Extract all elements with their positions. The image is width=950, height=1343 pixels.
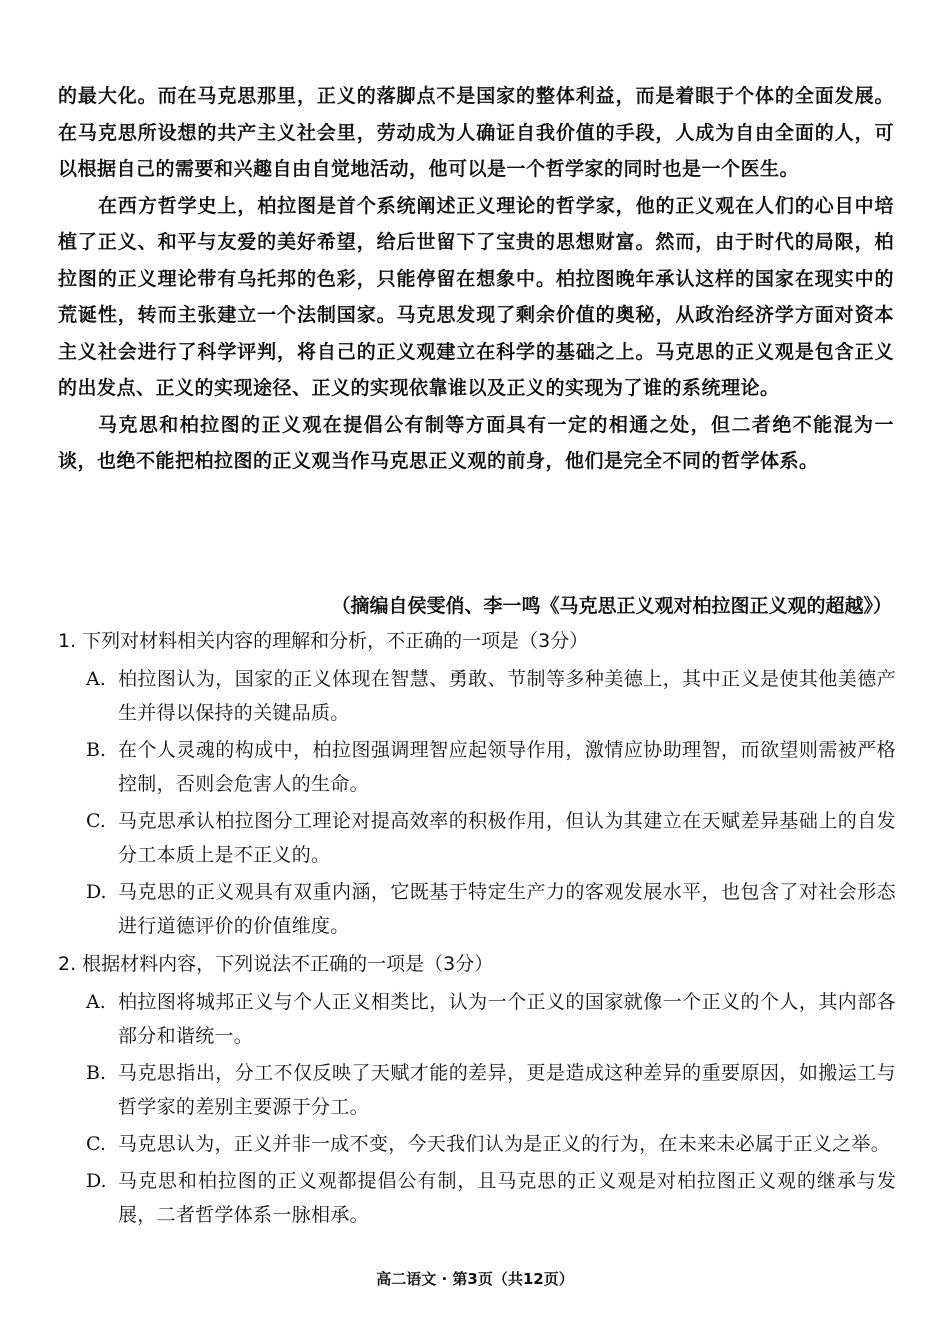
option-letter: C. [86,1133,106,1155]
option-letter: C. [86,810,106,832]
option-text: 在个人灵魂的构成中，柏拉图强调理智应起领导作用，激情应协助理智，而欲望则需被严格控制，否则会危害人的生命。 [118,739,896,795]
question-1 [58,624,896,943]
option-letter: B. [86,739,107,761]
question-2-option-d [86,1164,896,1232]
question-1-option-a [86,662,896,730]
option-text: 马克思的正义观具有双重内涵，它既基于特定生产力的客观发展水平，也包含了对社会形态进行道德评价的价值维度。 [118,881,896,937]
option-text: 柏拉图认为，国家的正义体现在智慧、勇敢、节制等多种美德上，其中正义是使其他美德产生并得以保持的关键品质。 [118,668,896,724]
question-2 [58,947,896,1232]
question-1-option-b [86,733,896,801]
passage-source: （摘编自侯雯俏、李一鸣《马克思正义观对柏拉图正义观的超越》） [331,595,892,617]
option-letter: A. [86,668,106,690]
option-text: 马克思和柏拉图的正义观都提倡公有制，且马克思的正义观是对柏拉图正义观的继承与发展，二者哲学体系一脉相承。 [118,1170,896,1226]
question-1-option-c [86,804,896,872]
option-text: 马克思认为，正义并非一成不变，今天我们认为是正义的行为，在未来未必属于正义之举。 [118,1133,891,1155]
reading-passage [58,78,894,480]
option-text: 马克思指出，分工不仅反映了天赋才能的差异，更是造成这种差异的重要原因，如搬运工与哲学家的差别主要源于分工。 [118,1062,896,1118]
question-2-option-b [86,1056,896,1124]
question-1-stem: 1. 下列对材料相关内容的理解和分析，不正确的一项是（3分） [58,630,589,652]
question-list [58,624,896,1235]
passage-paragraph-2: 在西方哲学史上，柏拉图是首个系统阐述正义理论的哲学家，他的正义观在人们的心目中培植了正义、和平与友爱的美好希望，给后世留下了宝贵的思想财富。然而，由于时代的局限，柏拉图的正义理论带有乌托邦的色彩，只能停留在想象中。柏拉图晚年承认这样的国家在现实中的荒诞性，转而主张建立一个法制国家。马克思发现了剩余价值的奥秘，从政治经济学方面对资本主义社会进行了科学评判，将自己的正义观建立在科学的基础之上。马克思的正义观是包含正义的出发点、正义的实现途径、正义的实现依靠谁以及正义的实现为了谁的系统理论。 [58,194,894,399]
page-footer: 高二语文 · 第3页（共12页） [376,1270,574,1288]
option-letter: D. [86,1170,107,1192]
option-letter: B. [86,1062,107,1084]
question-2-stem: 2. 根据材料内容，下列说法不正确的一项是（3分） [58,953,494,975]
question-2-option-c [86,1127,896,1161]
option-letter: A. [86,991,106,1013]
passage-paragraph-1: 的最大化。而在马克思那里，正义的落脚点不是国家的整体利益，而是着眼于个体的全面发展。在马克思所设想的共产主义社会里，劳动成为人确证自我价值的手段，人成为自由全面的人，可以根据自己的需要和兴趣自由自觉地活动，他可以是一个哲学家的同时也是一个医生。 [58,85,894,180]
question-1-option-d [86,875,896,943]
option-letter: D. [86,881,107,903]
option-text: 柏拉图将城邦正义与个人正义相类比，认为一个正义的国家就像一个正义的个人，其内部各部分和谐统一。 [118,991,896,1047]
question-2-option-a [86,985,896,1053]
passage-paragraph-3: 马克思和柏拉图的正义观在提倡公有制等方面具有一定的相通之处，但二者绝不能混为一谈，也绝不能把柏拉图的正义观当作马克思正义观的前身，他们是完全不同的哲学体系。 [58,413,894,472]
option-text: 马克思承认柏拉图分工理论对提高效率的积极作用，但认为其建立在天赋差异基础上的自发分工本质上是不正义的。 [118,810,896,866]
